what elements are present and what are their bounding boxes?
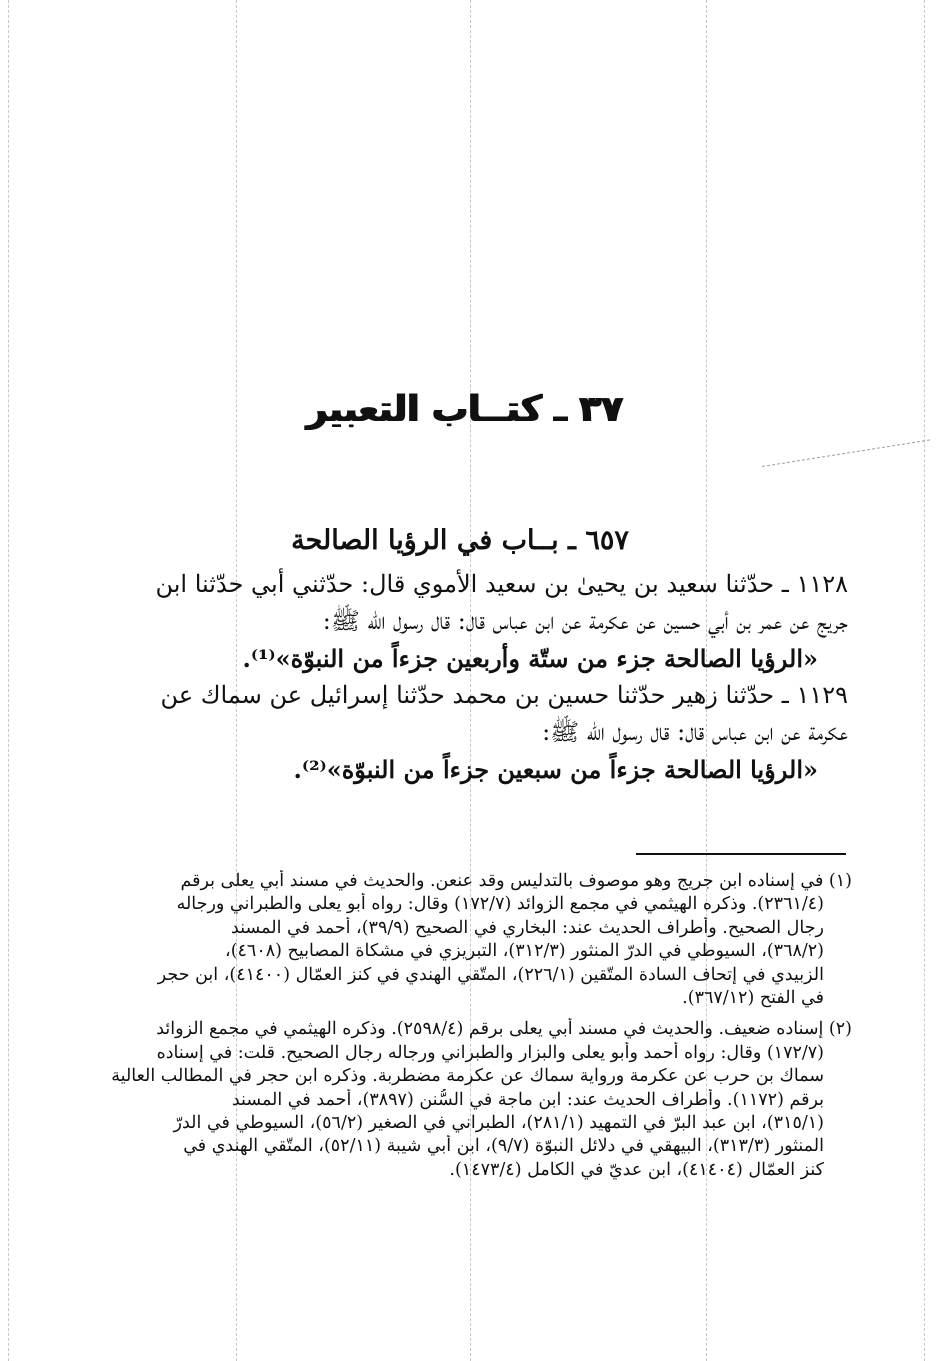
hadith-line: عكرمة عن ابن عباس قال: قال رسول الله ﷺ:: [542, 718, 848, 746]
footnote-line: كنز العمّال (٤١٤٠٤)، ابن عديّ في الكامل (١٤٧٣/٤).: [449, 1159, 824, 1180]
scan-artifact-line: [924, 0, 925, 1361]
footnote-line: (٣١٥/١)، ابن عبد البرّ في التمهيد (٢٨١/١)، الطبراني في الصغير (٥٦/٢)، السيوطي في الدرّ: [173, 1112, 824, 1133]
hadith-line: ١١٢٩ ـ حدّثنا زهير حدّثنا حسين بن محمد حدّثنا إسرائيل عن سماك عن: [160, 681, 848, 709]
footnote-line: (١٧٢/٧) وقال: رواه أحمد وأبو يعلى والبزار والطبراني ورجاله رجال الصحيح. قلت: في إسناده: [156, 1042, 824, 1063]
footnote-line: (١) في إسناده ابن جريج وهو موصوف بالتدليس وقد عنعن. والحديث في مسند أبي يعلى برقم: [180, 871, 852, 891]
footnote-line: (٢) إسناده ضعيف. والحديث في مسند أبي يعلى برقم (٢٥٩٨/٤). وذكره الهيثمي في مجمع الزوائد: [156, 1019, 852, 1040]
scan-artifact-line: [8, 0, 9, 1361]
footnote-separator: [636, 853, 846, 855]
hadith-line: ١١٢٨ ـ حدّثنا سعيد بن يحيىٰ بن سعيد الأموي قال: حدّثني أبي حدّثنا ابن: [155, 570, 848, 598]
footnote-line: (٢٣٦١/٤). وذكره الهيثمي في مجمع الزوائد (١٧٢/٧) وقال: رواه أبو يعلى والطبراني ورجاله: [176, 894, 824, 915]
footnote-2: [95, 1018, 852, 1182]
footnote-line: (٣٦٨/٢)، السيوطي في الدرّ المنثور (٣١٢/٣)، التبريزي في مشكاة المصابيح (٤٦٠٨)،: [225, 941, 824, 962]
footnote-1: [95, 870, 852, 1010]
hadith-quote: «الرؤيا الصالحة جزءاً من سبعين جزءاً من النبوّة»⁽²⁾.: [293, 755, 818, 784]
scan-smudge: [762, 439, 930, 467]
hadith-quote: «الرؤيا الصالحة جزء من ستّة وأربعين جزءاً من النبوّة»⁽¹⁾.: [242, 644, 818, 673]
footnote-line: الزبيدي في إتحاف السادة المتّقين (٢٢٦/١)، المتّقي الهندي في كنز العمّال (٤١٤٠٠)، ابن حجر: [157, 964, 824, 985]
chapter-title: ٣٧ ـ كتــاب التعبير: [306, 389, 624, 430]
footnote-line: المنثور (٣١٣/٣)، البيهقي في دلائل النبوّة (٩/٧)، ابن أبي شيبة (٥٢/١١)، المتّقي الهندي في: [183, 1136, 824, 1157]
footnote-line: سماك بن حرب عن عكرمة ورواية سماك عن عكرمة مضطربة. وذكره ابن حجر في المطالب العالية: [111, 1066, 824, 1087]
section-heading: ٦٥٧ ـ بــاب في الرؤيا الصالحة: [291, 525, 629, 556]
hadith-line: جريج عن عمر بن أبي حسين عن عكرمة عن ابن عباس قال: قال رسول الله ﷺ:: [322, 607, 848, 635]
footnote-line: برقم (١١٧٢). وأطراف الحديث عند: ابن ماجة في السُّنن (٣٨٩٧)، أحمد في المسند: [231, 1089, 824, 1110]
footnote-line: في الفتح (٣٦٧/١٢).: [682, 987, 824, 1008]
footnote-line: رجال الصحيح. وأطراف الحديث عند: البخاري في الصحيح (٣٩/٩)، أحمد في المسند: [231, 917, 824, 938]
footnotes: [95, 870, 852, 1182]
hadith-text: [92, 566, 848, 788]
